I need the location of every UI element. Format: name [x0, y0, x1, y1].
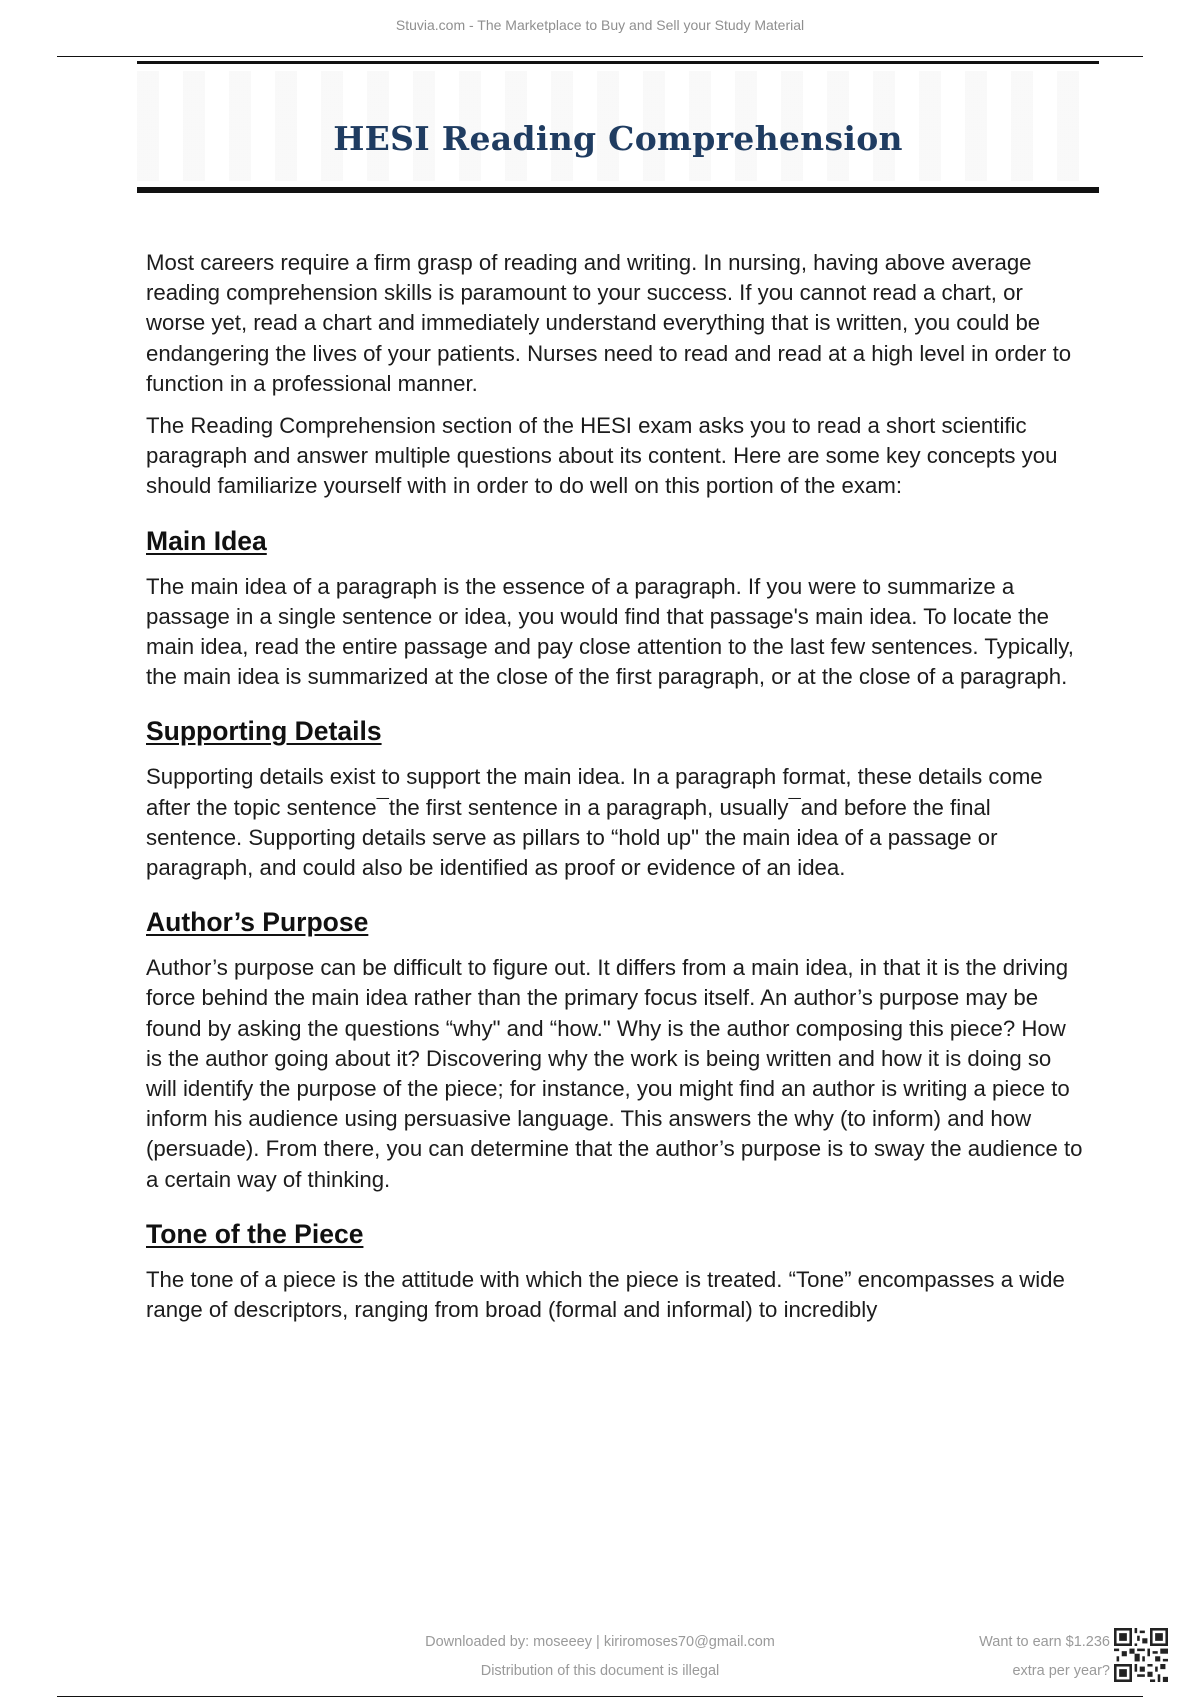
footer-earn-line-1[interactable]: Want to earn $1.236 — [979, 1634, 1110, 1650]
page-title: HESI Reading Comprehension — [333, 119, 903, 158]
section-body-authors-purpose: Author’s purpose can be difficult to figure out. It differs from a main idea, in that it is the driving force behind the main idea rather than the primary focus itself. An author’s purpose may be found by asking the questions “why" and “how." Why is the author composing this piece? How is the author going about it? Discovering why the work is being written and how it is doing so will identify the purpose of the piece; for instance, you might find an author is writing a piece to inform his audience using persuasive language. This answers the why (to inform) and how (persuade). From there, you can determine that the author’s purpose is to sway the audience to a certain way of thinking. — [146, 955, 1083, 1192]
footer-earn-promo[interactable] — [979, 1628, 1110, 1686]
footer-divider — [57, 1696, 1143, 1697]
title-bottom-bar — [137, 187, 1099, 193]
intro-paragraph-1: Most careers require a firm grasp of reading and writing. In nursing, having above average reading comprehension skills is paramount to your success. If you cannot read a chart, or worse yet, read a chart and immediately understand everything that is written, you could be endangering the lives of your patients. Nurses need to read and read at a high level in order to function in a professional manner. — [146, 250, 1072, 396]
section-body-main-idea: The main idea of a paragraph is the essence of a paragraph. If you were to summarize a passage in a single sentence or idea, you would find that passage's main idea. To locate the main idea, read the entire passage and pay close attention to the last few sentences. Typically, the main idea is summarized at the close of the first paragraph, or at the close of a paragraph. — [146, 573, 1074, 690]
qr-code-icon[interactable] — [1114, 1628, 1168, 1682]
footer-earn-line-2[interactable]: extra per year? — [1012, 1663, 1110, 1679]
section-body-tone: The tone of a piece is the attitude with which the piece is treated. “Tone” encompasses a wide range of descriptors, ranging from broad (formal and informal) to incredibly — [146, 1266, 1065, 1323]
section-body-supporting-details: Supporting details exist to support the main idea. In a paragraph format, these details come after the topic sentence¯the first sentence in a paragraph, usually¯and before the final sentence. Supporting details serve as pillars to “hold up" the main idea of a passage or paragraph, and could also be identified as proof or evidence of an idea. — [146, 764, 1043, 881]
intro-paragraph-2: The Reading Comprehension section of the HESI exam asks you to read a short scientific paragraph and answer multiple questions about its content. Here are some key concepts you should familiarize yourself with in order to do well on this portion of the exam: — [146, 413, 1058, 499]
section-heading-authors-purpose: Author’s Purpose — [146, 907, 369, 938]
title-box — [137, 61, 1099, 193]
section-heading-supporting-details: Supporting Details — [146, 716, 382, 747]
section-heading-tone: Tone of the Piece — [146, 1218, 364, 1249]
title-top-bar — [137, 61, 1099, 64]
footer-distribution-notice: Distribution of this document is illegal — [480, 1663, 720, 1679]
footer-downloaded-by: Downloaded by: moseeey | kiriromoses70@gmail.com — [425, 1634, 775, 1650]
section-heading-main-idea: Main Idea — [146, 525, 267, 556]
header-divider — [57, 56, 1143, 57]
document-body — [146, 248, 1086, 1337]
site-banner: Stuvia.com - The Marketplace to Buy and Sell your Study Material — [395, 17, 805, 33]
